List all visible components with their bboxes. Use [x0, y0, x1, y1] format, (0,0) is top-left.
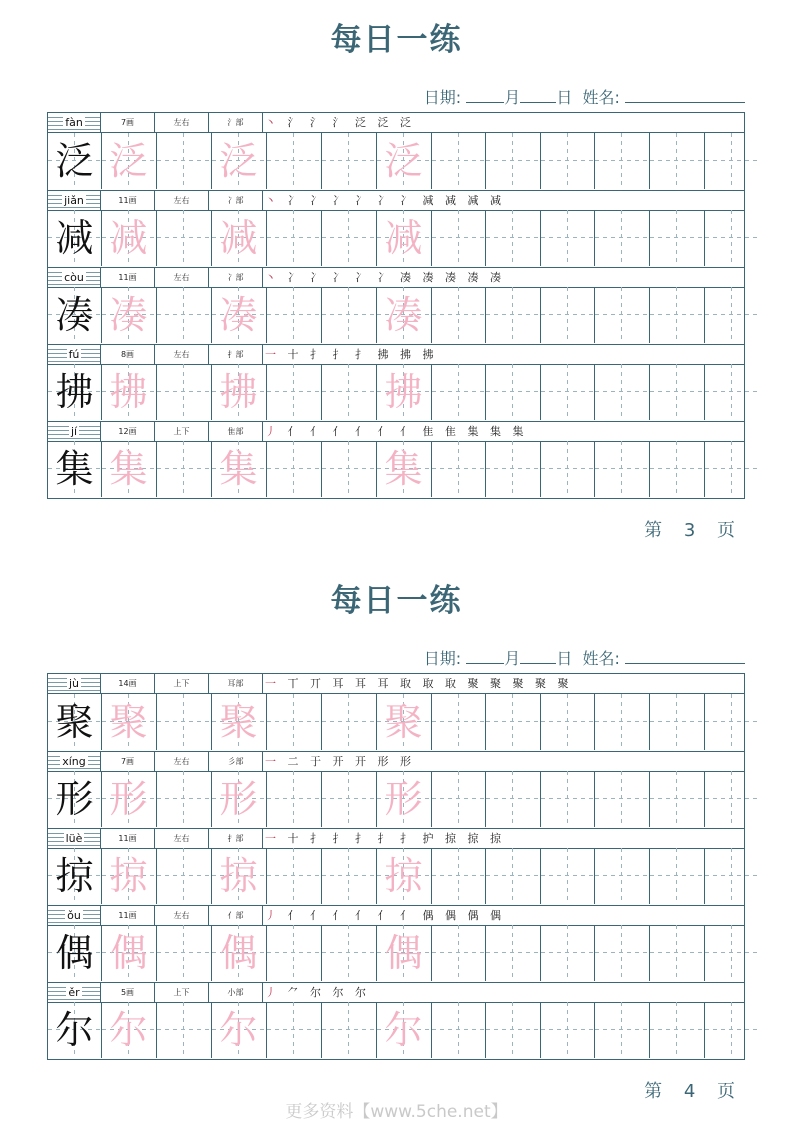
writing-cells — [48, 133, 744, 189]
character-cell — [48, 287, 102, 343]
model-character: 减 — [55, 216, 94, 260]
character-cell[interactable] — [102, 771, 157, 827]
writing-cells — [48, 287, 744, 343]
stroke-order: 丶 氵 氵 氵 泛 泛 泛 — [265, 116, 415, 129]
practice-cell[interactable] — [486, 694, 541, 750]
character-cell[interactable] — [212, 1002, 267, 1058]
trace-character: 拂 — [384, 370, 423, 414]
structure: 左右 — [155, 906, 209, 925]
month-label: 月 — [504, 649, 521, 668]
practice-cell[interactable] — [486, 364, 541, 420]
model-character: 尔 — [55, 1008, 94, 1052]
model-character: 掠 — [55, 854, 94, 898]
radical: 隹部 — [209, 422, 263, 441]
practice-cell[interactable] — [650, 364, 705, 420]
practice-cell[interactable] — [705, 1002, 759, 1058]
practice-cell[interactable] — [541, 133, 595, 189]
model-character: 泛 — [55, 139, 94, 183]
day-label: 日 — [556, 649, 573, 668]
practice-cell[interactable] — [705, 848, 759, 904]
trace-character: 聚 — [109, 700, 148, 744]
practice-cell[interactable] — [267, 210, 322, 266]
practice-cell[interactable] — [432, 1002, 486, 1058]
character-row — [48, 828, 744, 905]
stroke-count: 8画 — [101, 345, 155, 364]
character-cell[interactable] — [377, 133, 432, 189]
trace-character: 尔 — [384, 1008, 423, 1052]
stroke-order: 一 二 于 开 开 形 形 — [265, 755, 415, 768]
radical: 扌部 — [209, 345, 263, 364]
writing-cells — [48, 848, 744, 904]
practice-cell[interactable] — [322, 364, 377, 420]
pinyin: còu — [64, 271, 84, 284]
character-cell[interactable] — [102, 694, 157, 750]
model-character: 形 — [55, 777, 94, 821]
radical: 小部 — [209, 983, 263, 1002]
practice-cell[interactable] — [595, 1002, 650, 1058]
practice-cell[interactable] — [705, 441, 759, 497]
character-cell[interactable] — [212, 441, 267, 497]
page-number — [644, 516, 743, 542]
day-blank[interactable] — [520, 649, 556, 664]
practice-cell[interactable] — [541, 925, 595, 981]
practice-cell[interactable] — [650, 133, 705, 189]
character-cell — [48, 694, 102, 750]
page-number-value: 3 — [683, 520, 704, 541]
practice-cell[interactable] — [486, 925, 541, 981]
day-blank[interactable] — [520, 88, 556, 103]
practice-cell[interactable] — [650, 925, 705, 981]
character-cell[interactable] — [212, 848, 267, 904]
character-cell[interactable] — [102, 287, 157, 343]
character-cell[interactable] — [377, 287, 432, 343]
practice-cell[interactable] — [541, 210, 595, 266]
practice-cell[interactable] — [432, 287, 486, 343]
character-cell[interactable] — [212, 364, 267, 420]
practice-cell[interactable] — [486, 210, 541, 266]
character-cell — [48, 1002, 102, 1058]
practice-cell[interactable] — [157, 925, 212, 981]
practice-cell[interactable] — [650, 694, 705, 750]
practice-cell[interactable] — [432, 441, 486, 497]
practice-cell[interactable] — [486, 287, 541, 343]
pinyin-box — [48, 113, 101, 132]
practice-cell[interactable] — [541, 287, 595, 343]
structure: 上下 — [155, 983, 209, 1002]
stroke-count: 12画 — [101, 422, 155, 441]
row-info-bar — [48, 674, 744, 694]
practice-cell[interactable] — [650, 771, 705, 827]
character-cell — [48, 771, 102, 827]
structure: 上下 — [155, 674, 209, 693]
character-cell[interactable] — [377, 364, 432, 420]
practice-cell[interactable] — [650, 287, 705, 343]
pinyin: lüè — [65, 832, 83, 845]
stroke-count: 11画 — [101, 829, 155, 848]
day-label: 日 — [556, 88, 573, 107]
practice-cell[interactable] — [705, 694, 759, 750]
practice-grid — [47, 673, 745, 1060]
character-cell[interactable] — [377, 771, 432, 827]
character-row — [48, 751, 744, 828]
pinyin-box — [48, 752, 101, 771]
month-blank[interactable] — [466, 88, 504, 103]
character-row — [48, 421, 744, 498]
practice-cell[interactable] — [595, 771, 650, 827]
row-info-bar — [48, 421, 744, 442]
trace-character: 偶 — [219, 931, 258, 975]
model-character: 集 — [55, 447, 94, 491]
page-title: 每日一练 — [330, 22, 463, 58]
practice-cell[interactable] — [705, 287, 759, 343]
character-cell[interactable] — [102, 210, 157, 266]
pinyin-box — [48, 906, 101, 925]
trace-character: 减 — [219, 216, 258, 260]
trace-character: 聚 — [219, 700, 258, 744]
structure: 上下 — [155, 422, 209, 441]
practice-cell[interactable] — [432, 133, 486, 189]
practice-cell[interactable] — [267, 364, 322, 420]
model-character: 偶 — [55, 931, 94, 975]
practice-cell[interactable] — [486, 771, 541, 827]
row-info-bar — [48, 828, 744, 849]
practice-cell[interactable] — [267, 694, 322, 750]
structure: 左右 — [155, 345, 209, 364]
practice-cell[interactable] — [157, 133, 212, 189]
practice-cell[interactable] — [267, 848, 322, 904]
character-cell[interactable] — [102, 441, 157, 497]
practice-cell[interactable] — [322, 441, 377, 497]
character-cell[interactable] — [102, 1002, 157, 1058]
practice-cell[interactable] — [322, 1002, 377, 1058]
trace-character: 拂 — [219, 370, 258, 414]
radical: 氵部 — [209, 113, 263, 132]
character-cell[interactable] — [102, 133, 157, 189]
trace-character: 聚 — [384, 700, 423, 744]
pinyin-box — [48, 345, 101, 364]
radical: 扌部 — [209, 829, 263, 848]
pinyin: xíng — [62, 755, 86, 768]
trace-character: 凑 — [109, 293, 148, 337]
character-cell[interactable] — [102, 925, 157, 981]
practice-cell[interactable] — [650, 210, 705, 266]
practice-cell[interactable] — [267, 441, 322, 497]
character-row — [48, 982, 744, 1059]
trace-character: 偶 — [109, 931, 148, 975]
pinyin-box — [48, 191, 101, 210]
month-label: 月 — [504, 88, 521, 107]
stroke-order: 丿 ⺈ 尔 尔 尔 — [265, 986, 370, 999]
stroke-order: 一 十 扌 扌 扌 拂 拂 拂 — [265, 348, 438, 361]
practice-cell[interactable] — [157, 694, 212, 750]
writing-cells — [48, 1002, 744, 1058]
practice-cell[interactable] — [486, 133, 541, 189]
row-info-bar — [48, 190, 744, 211]
practice-cell[interactable] — [322, 694, 377, 750]
practice-cell[interactable] — [595, 925, 650, 981]
practice-cell[interactable] — [432, 771, 486, 827]
date-label: 日期: — [423, 649, 462, 668]
name-label: 姓名: — [582, 649, 620, 668]
stroke-count: 11画 — [101, 268, 155, 287]
trace-character: 拂 — [109, 370, 148, 414]
radical: 冫部 — [209, 191, 263, 210]
practice-cell[interactable] — [705, 133, 759, 189]
model-character: 聚 — [55, 700, 94, 744]
character-cell[interactable] — [102, 848, 157, 904]
pinyin: jí — [70, 425, 78, 438]
page-number-prefix: 第 — [644, 1081, 671, 1102]
name-blank[interactable] — [625, 88, 745, 103]
structure: 左右 — [155, 829, 209, 848]
practice-cell[interactable] — [322, 133, 377, 189]
character-cell[interactable] — [377, 1002, 432, 1058]
writing-cells — [48, 925, 744, 981]
page-number-suffix: 页 — [717, 520, 743, 541]
trace-character: 集 — [219, 447, 258, 491]
practice-cell[interactable] — [157, 1002, 212, 1058]
character-cell[interactable] — [212, 771, 267, 827]
character-cell[interactable] — [377, 210, 432, 266]
practice-cell[interactable] — [267, 771, 322, 827]
pinyin: ěr — [68, 986, 80, 999]
character-cell[interactable] — [377, 694, 432, 750]
practice-cell[interactable] — [157, 771, 212, 827]
practice-cell[interactable] — [705, 925, 759, 981]
trace-character: 形 — [219, 777, 258, 821]
practice-cell[interactable] — [650, 1002, 705, 1058]
character-cell — [48, 210, 102, 266]
character-cell — [48, 133, 102, 189]
character-row — [48, 113, 744, 190]
trace-character: 尔 — [219, 1008, 258, 1052]
practice-cell[interactable] — [595, 133, 650, 189]
date-name-line — [424, 646, 745, 669]
row-info-bar — [48, 982, 744, 1003]
stroke-count: 7画 — [101, 752, 155, 771]
stroke-order: 一 十 扌 扌 扌 扌 扌 护 掠 掠 掠 — [265, 832, 505, 845]
character-cell[interactable] — [102, 364, 157, 420]
stroke-count: 11画 — [101, 906, 155, 925]
radical: 彡部 — [209, 752, 263, 771]
practice-cell[interactable] — [595, 287, 650, 343]
writing-cells — [48, 364, 744, 420]
practice-cell[interactable] — [267, 925, 322, 981]
practice-grid — [47, 112, 745, 499]
row-info-bar — [48, 113, 744, 133]
practice-cell[interactable] — [595, 694, 650, 750]
stroke-count: 5画 — [101, 983, 155, 1002]
character-cell[interactable] — [377, 848, 432, 904]
practice-cell[interactable] — [595, 848, 650, 904]
character-row — [48, 267, 744, 344]
page-number-value: 4 — [683, 1081, 704, 1102]
practice-cell[interactable] — [322, 848, 377, 904]
practice-cell[interactable] — [595, 210, 650, 266]
practice-cell[interactable] — [595, 441, 650, 497]
character-cell[interactable] — [212, 210, 267, 266]
trace-character: 泛 — [384, 139, 423, 183]
radical: 亻部 — [209, 906, 263, 925]
practice-cell[interactable] — [267, 133, 322, 189]
practice-cell[interactable] — [432, 364, 486, 420]
stroke-order: 丶 冫 冫 冫 冫 冫 凑 凑 凑 凑 凑 — [265, 271, 505, 284]
practice-cell[interactable] — [432, 848, 486, 904]
practice-cell[interactable] — [432, 694, 486, 750]
pinyin: jiǎn — [64, 194, 84, 207]
practice-cell[interactable] — [486, 1002, 541, 1058]
pinyin: ǒu — [67, 909, 81, 922]
trace-character: 尔 — [109, 1008, 148, 1052]
date-name-line — [424, 85, 745, 108]
pinyin: fàn — [65, 116, 83, 129]
row-info-bar — [48, 344, 744, 365]
character-cell[interactable] — [212, 925, 267, 981]
stroke-order: 丶 冫 冫 冫 冫 冫 冫 减 减 减 减 — [265, 194, 505, 207]
character-cell[interactable] — [212, 694, 267, 750]
practice-cell[interactable] — [486, 441, 541, 497]
practice-cell[interactable] — [705, 364, 759, 420]
trace-character: 凑 — [219, 293, 258, 337]
trace-character: 集 — [109, 447, 148, 491]
practice-cell[interactable] — [267, 287, 322, 343]
pinyin-box — [48, 268, 101, 287]
character-cell[interactable] — [212, 287, 267, 343]
trace-character: 掠 — [219, 854, 258, 898]
trace-character: 偶 — [384, 931, 423, 975]
page-number-prefix: 第 — [644, 520, 671, 541]
trace-character: 形 — [109, 777, 148, 821]
pinyin-box — [48, 422, 101, 441]
trace-character: 集 — [384, 447, 423, 491]
trace-character: 减 — [384, 216, 423, 260]
trace-character: 掠 — [109, 854, 148, 898]
practice-cell[interactable] — [322, 287, 377, 343]
month-blank[interactable] — [466, 649, 504, 664]
practice-cell[interactable] — [541, 771, 595, 827]
stroke-order: 一 丅 丌 耳 耳 耳 取 取 取 聚 聚 聚 聚 聚 — [265, 677, 573, 690]
writing-cells — [48, 694, 744, 750]
practice-cell[interactable] — [541, 694, 595, 750]
stroke-count: 14画 — [101, 674, 155, 693]
practice-cell[interactable] — [541, 364, 595, 420]
practice-cell[interactable] — [705, 210, 759, 266]
trace-character: 掠 — [384, 854, 423, 898]
row-info-bar — [48, 267, 744, 288]
practice-cell[interactable] — [650, 848, 705, 904]
radical: 耳部 — [209, 674, 263, 693]
character-cell[interactable] — [377, 441, 432, 497]
trace-character: 减 — [109, 216, 148, 260]
practice-cell[interactable] — [157, 441, 212, 497]
row-info-bar — [48, 751, 744, 772]
practice-cell[interactable] — [432, 210, 486, 266]
practice-cell[interactable] — [541, 441, 595, 497]
structure: 左右 — [155, 113, 209, 132]
structure: 左右 — [155, 268, 209, 287]
practice-cell[interactable] — [267, 1002, 322, 1058]
practice-cell[interactable] — [322, 210, 377, 266]
practice-cell[interactable] — [595, 364, 650, 420]
character-cell — [48, 925, 102, 981]
practice-cell[interactable] — [541, 848, 595, 904]
stroke-count: 7画 — [101, 113, 155, 132]
stroke-order: 丿 亻 亻 亻 亻 亻 亻 隹 隹 集 集 集 — [265, 425, 528, 438]
practice-cell[interactable] — [157, 848, 212, 904]
character-cell — [48, 364, 102, 420]
character-cell[interactable] — [377, 925, 432, 981]
practice-cell[interactable] — [322, 925, 377, 981]
date-label: 日期: — [423, 88, 462, 107]
page-number-suffix: 页 — [717, 1081, 743, 1102]
radical: 冫部 — [209, 268, 263, 287]
character-row — [48, 190, 744, 267]
practice-cell[interactable] — [432, 925, 486, 981]
practice-cell[interactable] — [486, 848, 541, 904]
trace-character: 形 — [384, 777, 423, 821]
practice-cell[interactable] — [650, 441, 705, 497]
character-row — [48, 344, 744, 421]
pinyin: fú — [68, 348, 80, 361]
trace-character: 泛 — [219, 139, 258, 183]
practice-cell[interactable] — [541, 1002, 595, 1058]
stroke-order: 丿 亻 亻 亻 亻 亻 亻 偶 偶 偶 偶 — [265, 909, 505, 922]
model-character: 拂 — [55, 370, 94, 414]
writing-cells — [48, 441, 744, 497]
row-info-bar — [48, 905, 744, 926]
structure: 左右 — [155, 752, 209, 771]
name-blank[interactable] — [625, 649, 745, 664]
practice-cell[interactable] — [157, 287, 212, 343]
character-cell — [48, 848, 102, 904]
name-label: 姓名: — [582, 88, 620, 107]
practice-cell[interactable] — [157, 364, 212, 420]
page-title: 每日一练 — [330, 583, 463, 619]
character-cell — [48, 441, 102, 497]
practice-cell[interactable] — [705, 771, 759, 827]
writing-cells — [48, 210, 744, 266]
stroke-count: 11画 — [101, 191, 155, 210]
pinyin: jù — [68, 677, 80, 690]
practice-cell[interactable] — [157, 210, 212, 266]
trace-character: 凑 — [384, 293, 423, 337]
footer-watermark: 更多资料【www.5che.net】 — [285, 1102, 508, 1122]
model-character: 凑 — [55, 293, 94, 337]
trace-character: 泛 — [109, 139, 148, 183]
pinyin-box — [48, 674, 101, 693]
pinyin-box — [48, 829, 101, 848]
structure: 左右 — [155, 191, 209, 210]
practice-cell[interactable] — [322, 771, 377, 827]
character-cell[interactable] — [212, 133, 267, 189]
character-row — [48, 674, 744, 751]
pinyin-box — [48, 983, 101, 1002]
writing-cells — [48, 771, 744, 827]
character-row — [48, 905, 744, 982]
